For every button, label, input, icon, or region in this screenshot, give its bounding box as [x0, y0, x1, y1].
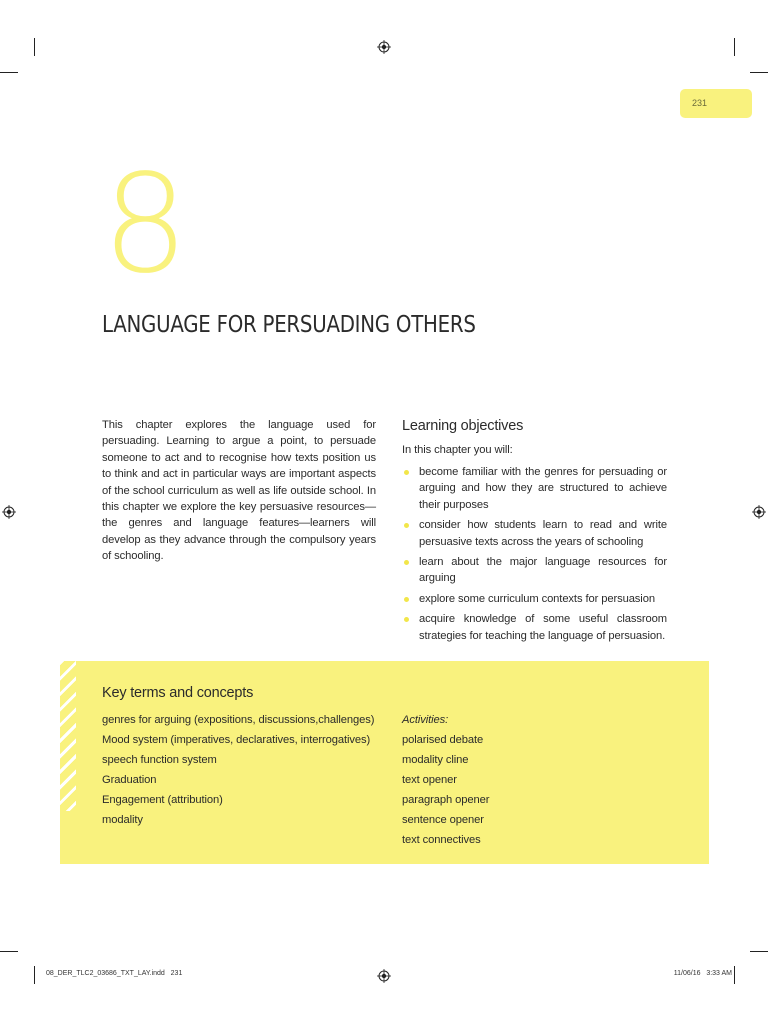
- list-item: Mood system (imperatives, declaratives, interrogatives): [102, 734, 371, 746]
- key-terms-heading: Key terms and concepts: [102, 685, 254, 701]
- crop-mark: [0, 951, 18, 952]
- list-item: genres for arguing (expositions, discussions,challenges): [102, 714, 375, 726]
- registration-mark-icon: [752, 505, 766, 519]
- bullet-icon: [404, 617, 409, 622]
- bullet-icon: [404, 470, 409, 475]
- learning-objectives-list: [402, 464, 667, 648]
- bullet-icon: [404, 523, 409, 528]
- list-item: become familiar with the genres for persuading or arguing and how they are structured to achieve their purposes: [402, 464, 667, 513]
- list-item: explore some curriculum contexts for persuasion: [402, 591, 667, 607]
- chapter-number: 8: [102, 146, 187, 304]
- footer-file-slug: 08_DER_TLC2_03686_TXT_LAY.indd 231: [46, 970, 183, 977]
- decorative-stripes: [60, 661, 76, 811]
- registration-mark-icon: [377, 40, 391, 54]
- crop-mark: [750, 72, 768, 73]
- list-item: speech function system: [102, 754, 217, 766]
- list-item: paragraph opener: [402, 794, 490, 806]
- list-item: sentence opener: [402, 814, 484, 826]
- crop-mark: [34, 38, 35, 56]
- crop-mark: [0, 72, 18, 73]
- list-item: modality: [102, 814, 143, 826]
- key-terms-list: [102, 710, 374, 830]
- list-item: acquire knowledge of some useful classroom strategies for teaching the language of persuasion.: [402, 611, 667, 644]
- crop-mark: [34, 966, 35, 984]
- list-item: text opener: [402, 774, 457, 786]
- list-item: polarised debate: [402, 734, 484, 746]
- intro-paragraph: This chapter explores the language used for persuading. Learning to argue a point, to persuade someone to act and to recognise how texts position us to think and act in particular ways are important aspects of the school curriculum as well as life outside school. In this chapter we explore the key persuasive resources—the genres and language features—learners will develop as they advance through the compulsory years of schooling.: [102, 419, 376, 563]
- activities-list: [402, 710, 489, 850]
- learning-objectives-heading: Learning objectives: [402, 418, 524, 434]
- list-item: Graduation: [102, 774, 157, 786]
- registration-mark-icon: [2, 505, 16, 519]
- crop-mark: [750, 951, 768, 952]
- list-item: consider how students learn to read and write persuasive texts across the years of schooling: [402, 517, 667, 550]
- learning-objectives-intro: In this chapter you will:: [402, 444, 513, 456]
- list-item: modality cline: [402, 754, 469, 766]
- activities-heading: Activities:: [402, 714, 449, 726]
- bullet-icon: [404, 560, 409, 565]
- page-number: 231: [692, 98, 708, 108]
- chapter-title: LANGUAGE FOR PERSUADING OTHERS: [102, 312, 476, 338]
- crop-mark: [734, 966, 735, 984]
- page-number-tab: [680, 89, 752, 118]
- list-item: Engagement (attribution): [102, 794, 223, 806]
- footer-date-slug: 11/06/16 3:33 AM: [673, 970, 732, 977]
- list-item: text connectives: [402, 834, 481, 846]
- crop-mark: [734, 38, 735, 56]
- registration-mark-icon: [377, 969, 391, 983]
- bullet-icon: [404, 597, 409, 602]
- list-item: learn about the major language resources for arguing: [402, 554, 667, 587]
